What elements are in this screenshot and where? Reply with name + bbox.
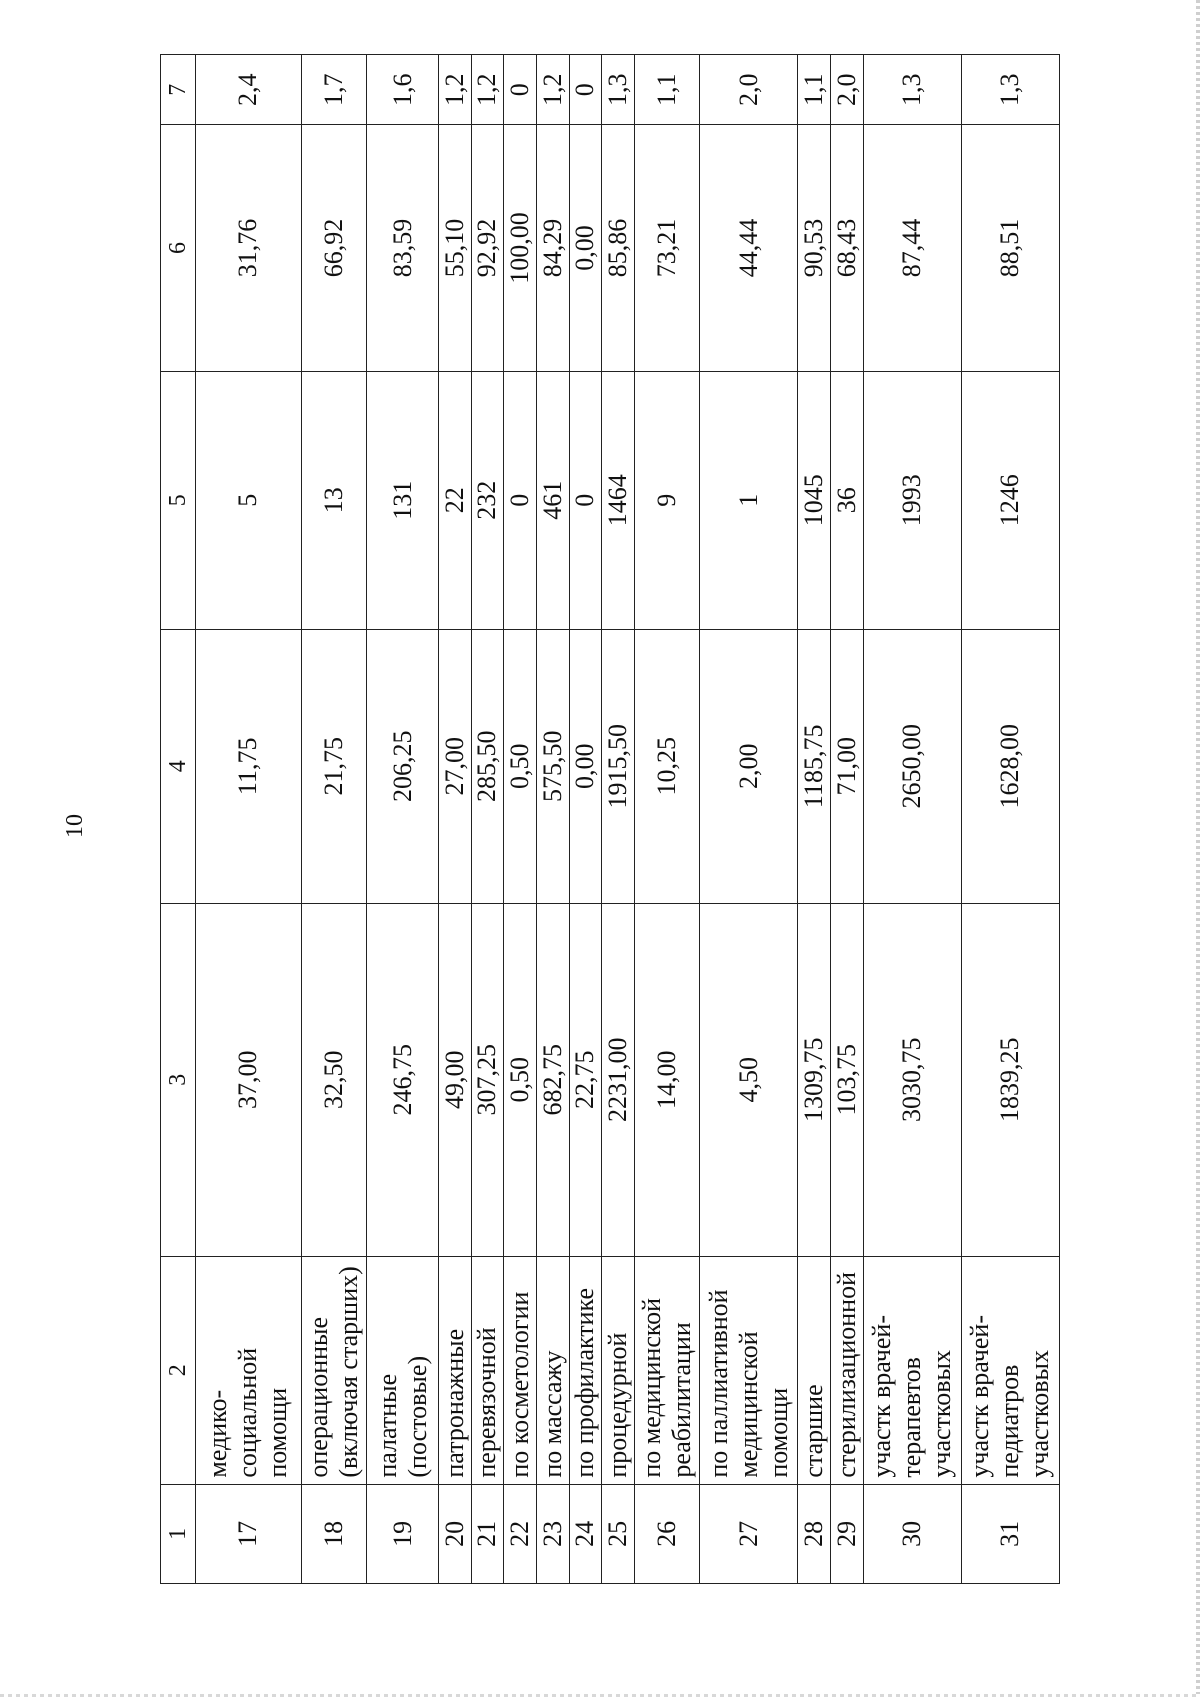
cell-col-6: 83,59 <box>367 125 439 371</box>
cell-col-3: 246,75 <box>367 903 439 1256</box>
cell-col-7: 0 <box>504 55 537 125</box>
cell-col-4: 0,50 <box>504 629 537 903</box>
table-row <box>301 55 366 1584</box>
cell-col-5: 22 <box>438 371 471 629</box>
staff-category: участк врачей- педиатров участковых <box>961 1256 1059 1484</box>
cell-col-5: 0 <box>569 371 602 629</box>
cell-col-7: 1,2 <box>536 55 569 125</box>
cell-col-3: 307,25 <box>471 903 504 1256</box>
column-number-5: 5 <box>161 371 196 629</box>
table-row <box>536 55 569 1584</box>
cell-col-3: 49,00 <box>438 903 471 1256</box>
table-row <box>602 55 635 1584</box>
staff-category: стерилизационной <box>831 1256 864 1484</box>
scan-edge-artifact <box>1196 0 1200 1697</box>
cell-col-4: 11,75 <box>195 629 301 903</box>
table-row <box>831 55 864 1584</box>
cell-col-7: 1,2 <box>471 55 504 125</box>
row-number: 17 <box>195 1484 301 1583</box>
table-row <box>569 55 602 1584</box>
cell-col-4: 1185,75 <box>798 629 831 903</box>
staff-category: по медицинской реабилитации <box>634 1256 699 1484</box>
table-row <box>195 55 301 1584</box>
cell-col-5: 232 <box>471 371 504 629</box>
cell-col-4: 0,00 <box>569 629 602 903</box>
cell-col-4: 1915,50 <box>602 629 635 903</box>
cell-col-7: 2,4 <box>195 55 301 125</box>
row-number: 19 <box>367 1484 439 1583</box>
cell-col-3: 37,00 <box>195 903 301 1256</box>
page-number: 10 <box>62 814 88 838</box>
cell-col-3: 14,00 <box>634 903 699 1256</box>
cell-col-3: 103,75 <box>831 903 864 1256</box>
staff-category: палатные (постовые) <box>367 1256 439 1484</box>
row-number: 28 <box>798 1484 831 1583</box>
cell-col-3: 682,75 <box>536 903 569 1256</box>
cell-col-4: 2,00 <box>700 629 798 903</box>
cell-col-3: 1839,25 <box>961 903 1059 1256</box>
row-number: 23 <box>536 1484 569 1583</box>
column-number-7: 7 <box>161 55 196 125</box>
table-row <box>634 55 699 1584</box>
cell-col-5: 0 <box>504 371 537 629</box>
cell-col-7: 1,2 <box>438 55 471 125</box>
cell-col-5: 131 <box>367 371 439 629</box>
cell-col-7: 1,7 <box>301 55 366 125</box>
staff-category: процедурной <box>602 1256 635 1484</box>
cell-col-6: 84,29 <box>536 125 569 371</box>
table-row <box>961 55 1059 1584</box>
cell-col-6: 44,44 <box>700 125 798 371</box>
cell-col-4: 71,00 <box>831 629 864 903</box>
row-number: 30 <box>863 1484 961 1583</box>
row-number: 21 <box>471 1484 504 1583</box>
cell-col-7: 2,0 <box>831 55 864 125</box>
staff-category: перевязочной <box>471 1256 504 1484</box>
cell-col-3: 1309,75 <box>798 903 831 1256</box>
row-number: 29 <box>831 1484 864 1583</box>
cell-col-3: 0,50 <box>504 903 537 1256</box>
staff-category: патронажные <box>438 1256 471 1484</box>
cell-col-7: 1,3 <box>863 55 961 125</box>
cell-col-3: 4,50 <box>700 903 798 1256</box>
cell-col-6: 55,10 <box>438 125 471 371</box>
cell-col-3: 3030,75 <box>863 903 961 1256</box>
cell-col-6: 68,43 <box>831 125 864 371</box>
cell-col-6: 73,21 <box>634 125 699 371</box>
table-row <box>798 55 831 1584</box>
cell-col-6: 0,00 <box>569 125 602 371</box>
cell-col-5: 1045 <box>798 371 831 629</box>
cell-col-6: 92,92 <box>471 125 504 371</box>
cell-col-7: 0 <box>569 55 602 125</box>
table-row <box>700 55 798 1584</box>
row-number: 24 <box>569 1484 602 1583</box>
table-row <box>471 55 504 1584</box>
cell-col-5: 9 <box>634 371 699 629</box>
cell-col-7: 2,0 <box>700 55 798 125</box>
cell-col-5: 1464 <box>602 371 635 629</box>
cell-col-7: 1,6 <box>367 55 439 125</box>
cell-col-4: 575,50 <box>536 629 569 903</box>
staff-category: старшие <box>798 1256 831 1484</box>
rotated-table-wrapper <box>160 54 1060 1584</box>
cell-col-3: 22,75 <box>569 903 602 1256</box>
table-row <box>367 55 439 1584</box>
row-number: 27 <box>700 1484 798 1583</box>
row-number: 26 <box>634 1484 699 1583</box>
cell-col-7: 1,3 <box>961 55 1059 125</box>
cell-col-6: 90,53 <box>798 125 831 371</box>
column-number-3: 3 <box>161 903 196 1256</box>
cell-col-4: 10,25 <box>634 629 699 903</box>
cell-col-5: 1 <box>700 371 798 629</box>
cell-col-4: 206,25 <box>367 629 439 903</box>
table-row <box>438 55 471 1584</box>
staffing-table <box>160 54 1060 1584</box>
staff-category: по профилактике <box>569 1256 602 1484</box>
cell-col-5: 1993 <box>863 371 961 629</box>
cell-col-6: 85,86 <box>602 125 635 371</box>
staff-category: участк врачей- терапевтов участковых <box>863 1256 961 1484</box>
cell-col-4: 27,00 <box>438 629 471 903</box>
table-row <box>863 55 961 1584</box>
column-number-1: 1 <box>161 1484 196 1583</box>
row-number: 31 <box>961 1484 1059 1583</box>
cell-col-5: 5 <box>195 371 301 629</box>
row-number: 22 <box>504 1484 537 1583</box>
staff-category: операционные (включая старших) <box>301 1256 366 1484</box>
cell-col-5: 461 <box>536 371 569 629</box>
cell-col-6: 88,51 <box>961 125 1059 371</box>
cell-col-4: 2650,00 <box>863 629 961 903</box>
column-number-4: 4 <box>161 629 196 903</box>
cell-col-7: 1,1 <box>798 55 831 125</box>
column-number-2: 2 <box>161 1256 196 1484</box>
cell-col-5: 1246 <box>961 371 1059 629</box>
cell-col-4: 21,75 <box>301 629 366 903</box>
cell-col-6: 31,76 <box>195 125 301 371</box>
staff-category: по массажу <box>536 1256 569 1484</box>
cell-col-5: 36 <box>831 371 864 629</box>
staff-category: медико- социальной помощи <box>195 1256 301 1484</box>
cell-col-6: 87,44 <box>863 125 961 371</box>
cell-col-6: 66,92 <box>301 125 366 371</box>
cell-col-6: 100,00 <box>504 125 537 371</box>
cell-col-3: 32,50 <box>301 903 366 1256</box>
cell-col-7: 1,3 <box>602 55 635 125</box>
row-number: 18 <box>301 1484 366 1583</box>
row-number: 20 <box>438 1484 471 1583</box>
staff-category: по паллиативной медицинской помощи <box>700 1256 798 1484</box>
column-number-6: 6 <box>161 125 196 371</box>
cell-col-4: 1628,00 <box>961 629 1059 903</box>
table-body <box>161 55 1060 1584</box>
cell-col-4: 285,50 <box>471 629 504 903</box>
cell-col-7: 1,1 <box>634 55 699 125</box>
staff-category: по косметологии <box>504 1256 537 1484</box>
table-header-row <box>161 55 196 1584</box>
cell-col-3: 2231,00 <box>602 903 635 1256</box>
row-number: 25 <box>602 1484 635 1583</box>
cell-col-5: 13 <box>301 371 366 629</box>
table-row <box>504 55 537 1584</box>
